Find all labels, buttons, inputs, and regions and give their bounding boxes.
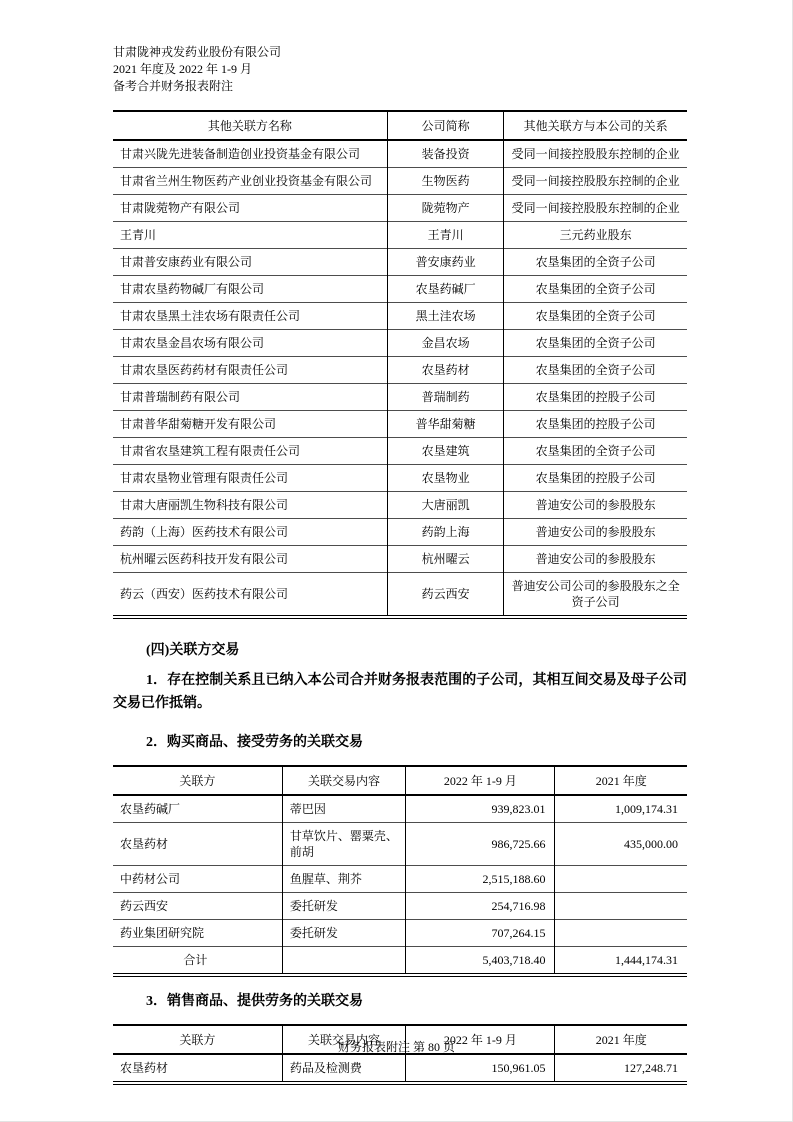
table-cell: 甘肃大唐丽凯生物科技有限公司 bbox=[113, 492, 387, 519]
table-cell bbox=[555, 893, 687, 920]
purchase-transactions-table bbox=[113, 765, 687, 977]
table-cell: 甘肃兴陇先进装备制造创业投资基金有限公司 bbox=[113, 140, 387, 168]
table-cell: 1,444,174.31 bbox=[615, 953, 678, 967]
table-cell: 435,000.00 bbox=[624, 837, 678, 851]
table-cell: 普迪安公司的参股股东 bbox=[535, 498, 656, 512]
related-parties-table bbox=[113, 110, 687, 619]
table-cell: 委托研发 bbox=[282, 893, 405, 920]
table-cell: 农垦集团的全资子公司 bbox=[535, 255, 656, 269]
table-cell: 普华甜菊糖 bbox=[387, 411, 504, 438]
table-cell: 委托研发 bbox=[282, 920, 405, 947]
table-cell: 127,248.71 bbox=[624, 1061, 678, 1075]
table-cell: 受同一间接控股股东控制的企业 bbox=[511, 174, 680, 188]
column-header-short-name: 公司简称 bbox=[387, 111, 504, 140]
table-cell: 药云西安 bbox=[113, 893, 282, 920]
table-cell: 150,961.05 bbox=[406, 1054, 555, 1083]
column-header-2022-period: 2022 年 1-9 月 bbox=[406, 1025, 555, 1054]
table-cell: 甘肃农垦金昌农场有限公司 bbox=[113, 330, 387, 357]
table-cell: 甘肃陇菀物产有限公司 bbox=[113, 195, 387, 222]
table-cell: 药云西安 bbox=[387, 573, 504, 618]
table-cell: 甘肃农垦黑土洼农场有限责任公司 bbox=[113, 303, 387, 330]
table-cell: 合计 bbox=[113, 947, 282, 976]
table-cell: 鱼腥草、荆芥 bbox=[282, 866, 405, 893]
table-cell: 农垦药材 bbox=[113, 823, 282, 866]
table-cell: 2,515,188.60 bbox=[406, 866, 555, 893]
table-cell: 药品及检测费 bbox=[282, 1054, 405, 1083]
section-purchase-heading: 2．购买商品、接受劳务的关联交易 bbox=[146, 735, 363, 750]
paragraph-control-relationship: 1．存在控制关系且已纳入本公司合并财务报表范围的子公司，其相互间交易及母子公司交易已作抵销。 bbox=[113, 673, 687, 711]
table-row bbox=[113, 222, 687, 249]
table-cell: 农垦物业 bbox=[387, 465, 504, 492]
table-cell: 农垦药材 bbox=[387, 357, 504, 384]
table-cell: 农垦集团的控股子公司 bbox=[535, 390, 656, 404]
table-cell bbox=[282, 947, 405, 976]
table-row bbox=[113, 1054, 687, 1083]
table-cell: 普安康药业 bbox=[387, 249, 504, 276]
table-cell: 药业集团研究院 bbox=[113, 920, 282, 947]
table-row bbox=[113, 195, 687, 222]
table-cell: 甘肃省兰州生物医药产业创业投资基金有限公司 bbox=[113, 168, 387, 195]
table-row bbox=[113, 357, 687, 384]
table-cell: 农垦集团的全资子公司 bbox=[535, 336, 656, 350]
table-cell: 杭州曜云医药科技开发有限公司 bbox=[113, 546, 387, 573]
table-cell: 药韵（上海）医药技术有限公司 bbox=[113, 519, 387, 546]
table-cell: 农垦药材 bbox=[113, 1054, 282, 1083]
report-period: 2021 年度及 2022 年 1-9 月 bbox=[113, 62, 252, 76]
column-header-related-party-name: 其他关联方名称 bbox=[113, 111, 387, 140]
table-cell: 707,264.15 bbox=[406, 920, 555, 947]
table-cell: 5,403,718.40 bbox=[406, 947, 555, 976]
table-cell: 普迪安公司公司的参股股东之全资子公司 bbox=[511, 579, 680, 609]
table-cell: 甘肃农垦药物碱厂有限公司 bbox=[113, 276, 387, 303]
table-cell: 普迪安公司的参股股东 bbox=[535, 552, 656, 566]
table-cell: 农垦集团的控股子公司 bbox=[535, 471, 656, 485]
table-cell: 生物医药 bbox=[387, 168, 504, 195]
column-header-2021-year: 2021 年度 bbox=[595, 774, 647, 788]
table-row bbox=[113, 249, 687, 276]
table-row bbox=[113, 866, 687, 893]
table-cell: 农垦集团的全资子公司 bbox=[535, 444, 656, 458]
table-cell: 大唐丽凯 bbox=[387, 492, 504, 519]
table-cell: 986,725.66 bbox=[406, 823, 555, 866]
table-cell: 农垦药碱厂 bbox=[387, 276, 504, 303]
table-cell: 农垦集团的控股子公司 bbox=[535, 417, 656, 431]
table-cell: 陇菀物产 bbox=[387, 195, 504, 222]
column-header-transaction-content: 关联交易内容 bbox=[282, 1025, 405, 1054]
table-cell: 中药材公司 bbox=[113, 866, 282, 893]
table-cell: 1,009,174.31 bbox=[615, 802, 678, 816]
table-row bbox=[113, 168, 687, 195]
table-header-row bbox=[113, 111, 687, 140]
document-header bbox=[113, 44, 687, 95]
column-header-2022-period: 2022 年 1-9 月 bbox=[406, 766, 555, 795]
table-row bbox=[113, 920, 687, 947]
table-row bbox=[113, 519, 687, 546]
table-cell: 甘草饮片、罂粟壳、前胡 bbox=[282, 823, 405, 866]
company-name: 甘肃陇神戎发药业股份有限公司 bbox=[113, 45, 282, 59]
table-cell: 普迪安公司的参股股东 bbox=[535, 525, 656, 539]
table-cell: 甘肃普瑞制药有限公司 bbox=[113, 384, 387, 411]
table-row bbox=[113, 573, 687, 618]
table-cell: 药云（西安）医药技术有限公司 bbox=[113, 573, 387, 618]
report-title: 备考合并财务报表附注 bbox=[113, 79, 234, 93]
table-row bbox=[113, 546, 687, 573]
section-sales-heading: 3．销售商品、提供劳务的关联交易 bbox=[146, 994, 363, 1009]
table-cell: 装备投资 bbox=[387, 140, 504, 168]
table-row bbox=[113, 795, 687, 823]
table-row bbox=[113, 330, 687, 357]
table-cell: 农垦集团的全资子公司 bbox=[535, 363, 656, 377]
table-cell: 甘肃普安康药业有限公司 bbox=[113, 249, 387, 276]
table-cell: 甘肃农垦医药药材有限责任公司 bbox=[113, 357, 387, 384]
section-4-heading: (四)关联方交易 bbox=[146, 643, 240, 658]
table-cell: 农垦药碱厂 bbox=[113, 795, 282, 823]
table-row bbox=[113, 492, 687, 519]
table-row bbox=[113, 893, 687, 920]
table-cell: 甘肃省农垦建筑工程有限责任公司 bbox=[113, 438, 387, 465]
table-cell: 普瑞制药 bbox=[387, 384, 504, 411]
table-cell: 254,716.98 bbox=[406, 893, 555, 920]
column-header-transaction-content: 关联交易内容 bbox=[282, 766, 405, 795]
table-cell: 939,823.01 bbox=[406, 795, 555, 823]
column-header-2021-year: 2021 年度 bbox=[595, 1033, 647, 1047]
table-row bbox=[113, 947, 687, 976]
column-header-related-party: 关联方 bbox=[113, 1025, 282, 1054]
column-header-related-party: 关联方 bbox=[113, 766, 282, 795]
table-cell bbox=[555, 920, 687, 947]
table-row bbox=[113, 411, 687, 438]
table-cell: 农垦集团的全资子公司 bbox=[535, 282, 656, 296]
table-cell: 三元药业股东 bbox=[559, 228, 632, 242]
table-row bbox=[113, 823, 687, 866]
table-cell: 农垦集团的全资子公司 bbox=[535, 309, 656, 323]
table-cell: 农垦建筑 bbox=[387, 438, 504, 465]
table-row bbox=[113, 140, 687, 168]
table-cell bbox=[555, 866, 687, 893]
table-row bbox=[113, 276, 687, 303]
page-footer: 财务报表附注 第 80 页 bbox=[337, 1040, 455, 1054]
table-cell: 受同一间接控股股东控制的企业 bbox=[511, 147, 680, 161]
table-row bbox=[113, 438, 687, 465]
table-row bbox=[113, 384, 687, 411]
table-cell: 王青川 bbox=[113, 222, 387, 249]
table-cell: 甘肃农垦物业管理有限责任公司 bbox=[113, 465, 387, 492]
table-cell: 杭州曜云 bbox=[387, 546, 504, 573]
column-header-relationship: 其他关联方与本公司的关系 bbox=[523, 119, 668, 133]
table-cell: 药韵上海 bbox=[387, 519, 504, 546]
table-cell: 甘肃普华甜菊糖开发有限公司 bbox=[113, 411, 387, 438]
table-cell: 金昌农场 bbox=[387, 330, 504, 357]
table-cell: 蒂巴因 bbox=[282, 795, 405, 823]
table-row bbox=[113, 465, 687, 492]
table-cell: 受同一间接控股股东控制的企业 bbox=[511, 201, 680, 215]
table-row bbox=[113, 303, 687, 330]
table-cell: 黑土洼农场 bbox=[387, 303, 504, 330]
table-cell: 王青川 bbox=[387, 222, 504, 249]
table-header-row bbox=[113, 766, 687, 795]
